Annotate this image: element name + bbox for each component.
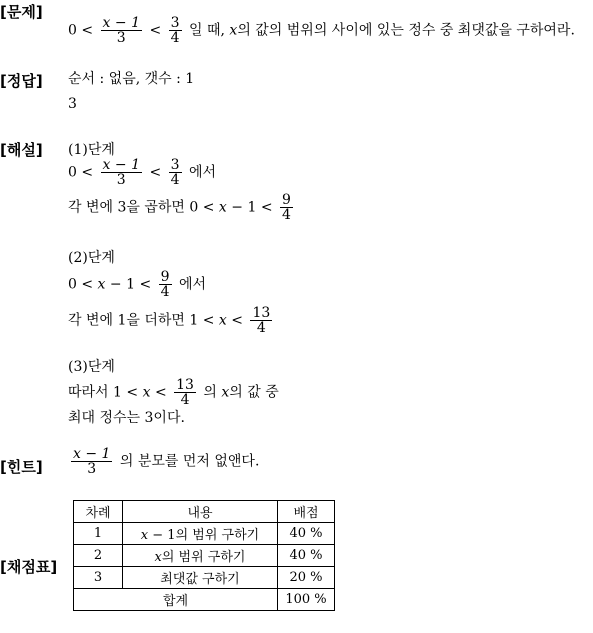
rubric-header-content: 내용 xyxy=(123,501,278,523)
step3-line-a: 따라서 1 < x < $\frac{13}{4}$ 의 x의 값 중 xyxy=(68,377,279,408)
rubric-total-score: 100 % xyxy=(278,589,335,611)
step3-line-b: 최대 정수는 3이다. xyxy=(68,410,185,426)
rubric-total-row xyxy=(74,589,335,611)
step2-title: (2)단계 xyxy=(68,250,115,266)
problem-label: [문제] xyxy=(0,3,43,21)
problem-statement: 0 < $\frac{x - 1}{3}$ < $\frac{3}{4}$ 일 때, x의 값의 범위의 사이에 있는 정수 중 최댓값을 구하여라. xyxy=(68,15,575,46)
solution-label: [해설] xyxy=(0,141,43,159)
rubric-label: [채점표] xyxy=(0,558,58,576)
rubric-total-label: 합계 xyxy=(74,589,278,611)
rubric-table xyxy=(73,500,335,611)
step1-title: (1)단계 xyxy=(68,142,115,158)
answer-line-2: 3 xyxy=(68,96,77,112)
rubric-header-order: 차례 xyxy=(74,501,123,523)
table-row: 2 x의 범위 구하기 40 % xyxy=(74,545,335,567)
step1-line-b: 각 변에 3을 곱하면 0 < x − 1 < $\frac{9}{4}$ xyxy=(68,192,291,223)
table-row: 1 x − 1의 범위 구하기 40 % xyxy=(74,523,335,545)
step3-title: (3)단계 xyxy=(68,359,115,375)
table-row: 3 최댓값 구하기 20 % xyxy=(74,567,335,589)
rubric-header-score: 배점 xyxy=(278,501,335,523)
step1-line-a: 0 < $\frac{x - 1}{3}$ < $\frac{3}{4}$ 에서 xyxy=(68,157,217,188)
step2-line-b: 각 변에 1을 더하면 1 < x < $\frac{13}{4}$ xyxy=(68,305,271,336)
rubric-header-row xyxy=(74,501,335,523)
problem-fraction: $\frac{x - 1}{3}$ xyxy=(102,15,140,46)
hint-text: $\frac{x - 1}{3}$ 의 분모를 먼저 없앤다. xyxy=(73,446,260,477)
answer-label: [정답] xyxy=(0,72,43,90)
problem-fraction-2: $\frac{3}{4}$ xyxy=(170,15,180,46)
step2-line-a: 0 < x − 1 < $\frac{9}{4}$ 에서 xyxy=(68,269,207,300)
answer-line-1: 순서 : 없음, 갯수 : 1 xyxy=(68,71,195,87)
hint-label: [힌트] xyxy=(0,458,43,476)
